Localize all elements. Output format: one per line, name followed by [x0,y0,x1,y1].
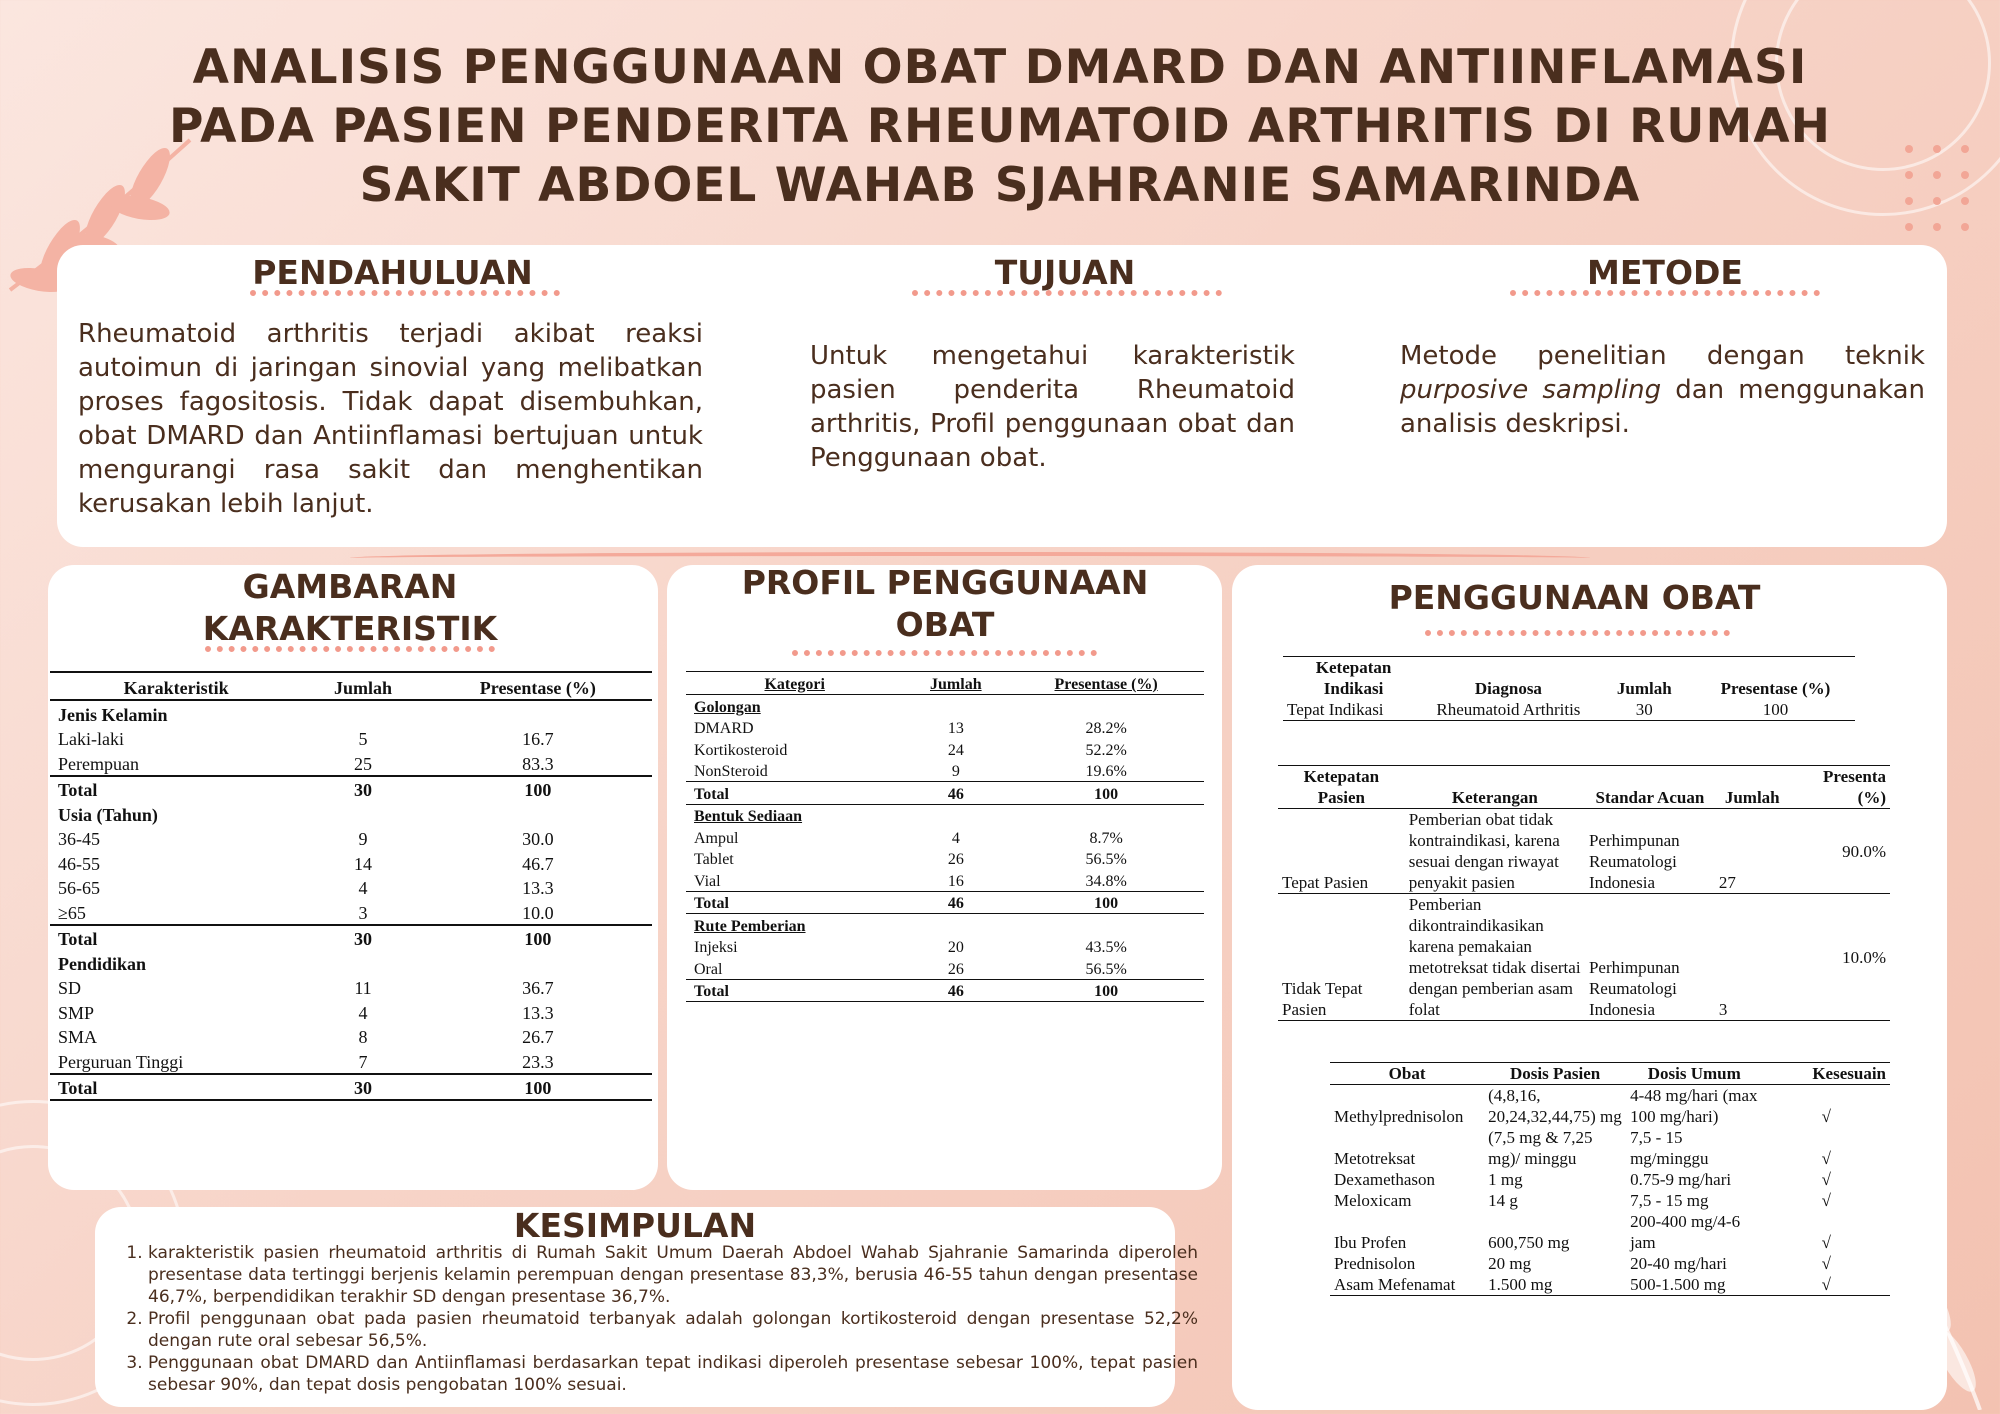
karakteristik-group-label: Pendidikan [58,953,147,974]
karakteristik-cell: 16.7 [522,729,554,749]
indikasi-header-cell: Presentase (%) [1720,679,1831,698]
karakteristik-cell: 13.3 [522,878,554,898]
profil-group-label: Golongan [694,698,761,716]
pasien-cell: Perhimpunan Reumatologi Indonesia [1588,831,1680,892]
table-row [1330,1169,1890,1190]
heading-underline [1510,290,1820,296]
profil-empty-cell [1008,914,1204,936]
indikasi-header-cell: Diagnosa [1474,679,1542,698]
profil-cell: 28.2% [1085,720,1127,737]
indikasi-cell: Tepat Indikasi [1287,700,1384,719]
profil-group-row [686,695,1204,717]
dosis-cell: √ [1821,1170,1831,1189]
karakteristik-cell: 83.3 [522,753,554,774]
karakteristik-group-label: Jenis Kelamin [58,704,168,725]
indikasi-cell: 100 [1762,700,1789,719]
karakteristik-cell: 30.0 [522,829,554,849]
table-row [1330,1190,1890,1211]
karakteristik-cell: 4 [358,878,368,898]
dosis-cell: 0.75-9 mg/hari [1630,1170,1732,1189]
pasien-header-cell: Standar Acuan [1585,766,1715,809]
profil-cell: NonSteroid [694,763,768,780]
karakteristik-group-row [50,801,652,826]
karakteristik-total-cell: 100 [424,1074,652,1101]
table-row [686,717,1204,739]
table-row [686,738,1204,760]
dosis-table [1330,1062,1890,1296]
karakteristik-total-row [50,1074,652,1101]
table-row [50,975,652,1000]
karakteristik-cell: 3 [358,902,368,923]
dosis-header-row [1330,1063,1890,1085]
karakteristik-cell: 46.7 [522,853,554,874]
table-row [50,726,652,751]
karakteristik-cell: 4 [358,1002,368,1023]
pasien-table [1278,765,1890,1021]
profil-total-row [686,782,1204,805]
profil-cell: 34.8% [1085,872,1127,890]
profil-cell: 9 [951,763,960,780]
metode-text-italic: purposive sampling [1400,375,1662,405]
heading-underline [250,290,560,296]
dosis-cell: √ [1821,1149,1831,1168]
dosis-header-cell: Obat [1330,1063,1484,1085]
karakteristik-cell: SMA [58,1027,98,1047]
dosis-cell: 14 g [1488,1191,1518,1210]
profil-group-row [686,804,1204,826]
profil-heading-line1: PROFIL PENGGUNAAN [741,563,1149,602]
karakteristik-total-cell: 30 [302,776,423,802]
profil-cell: 4 [951,829,960,847]
indikasi-header-cell: Ketepatan Indikasi [1315,658,1392,698]
kesimpulan-heading: KESIMPULAN [513,1206,757,1245]
karakteristik-header-row [50,672,652,700]
dosis-cell: √ [1821,1191,1831,1210]
karakteristik-heading-line2: KARAKTERISTIK [202,609,498,648]
kesimpulan-list [112,1242,1198,1396]
profil-total-cell: 46 [903,782,1008,805]
heading-underline [1425,630,1730,636]
pasien-cell: 90.0% [1842,841,1886,861]
table-row [1330,1274,1890,1296]
pasien-header-cell: Keterangan [1405,766,1585,809]
karakteristik-cell: 14 [354,853,372,874]
table-row [50,875,652,900]
karakteristik-group-label: Usia (Tahun) [58,804,158,825]
karakteristik-total-cell: Total [50,1074,302,1101]
karakteristik-cell: 10.0 [522,902,554,923]
karakteristik-cell: Laki-laki [58,729,124,749]
profil-heading [700,562,1190,646]
karakteristik-total-cell: Total [50,776,302,802]
table-row [50,850,652,875]
dosis-header-cell: Dosis Umum [1626,1063,1762,1085]
table-row [686,957,1204,979]
dosis-cell: (7,5 mg & 7,25 mg)/ minggu [1488,1128,1593,1168]
profil-cell: Injeksi [694,939,738,956]
pasien-cell: Pemberian dikontraindikasikan karena pemakaian metotreksat tidak disertai dengan pemberian asam folat [1408,895,1581,1019]
table-row [686,760,1204,782]
karakteristik-header-cell: Presentase (%) [424,672,652,700]
karakteristik-empty-cell [424,950,652,975]
profil-empty-cell [903,695,1008,717]
pasien-cell: Tepat Pasien [1282,873,1369,892]
profil-cell: Tablet [694,851,734,868]
dosis-cell: √ [1821,1254,1831,1273]
pasien-cell: Tidak Tepat Pasien [1282,979,1363,1019]
table-row [686,826,1204,848]
table-row [50,999,652,1024]
karakteristik-heading [160,566,540,650]
dosis-cell: 1 mg [1488,1170,1523,1189]
karakteristik-cell: Perempuan [58,753,139,774]
karakteristik-total-cell: Total [50,925,302,951]
profil-cell: 24 [947,741,964,759]
karakteristik-cell: SD [58,978,82,998]
profil-total-cell: 46 [903,979,1008,1002]
dosis-cell: Meloxicam [1334,1191,1412,1210]
profil-cell: Ampul [694,829,739,847]
karakteristik-cell: 26.7 [522,1027,554,1047]
indikasi-header-cell: Jumlah [1616,679,1672,698]
dosis-cell: √ [1821,1233,1831,1252]
decorative-dots [1905,145,1971,231]
table-row [50,1048,652,1074]
profil-total-cell: Total [686,979,903,1002]
karakteristik-total-cell: 30 [302,925,423,951]
karakteristik-total-cell: 30 [302,1074,423,1101]
profil-header-cell: Jumlah [903,672,1008,695]
profil-cell: 20 [947,939,964,956]
pendahuluan-heading: PENDAHULUAN [252,253,533,292]
pasien-header-cell: Ketepatan Pasien [1278,766,1405,809]
profil-total-cell: Total [686,782,903,805]
profil-cell: DMARD [694,720,754,737]
table-row [1278,809,1890,894]
profil-group-label: Bentuk Sediaan [694,808,803,825]
pasien-cell: 3 [1718,1000,1728,1019]
pasien-header-cell: Presenta (%) [1790,766,1890,809]
profil-total-cell: 100 [1008,891,1204,914]
dosis-cell: 200-400 mg/4-6 jam [1630,1212,1741,1252]
heading-underline [205,646,495,652]
profil-total-cell: 100 [1008,979,1204,1002]
karakteristik-cell: 36-45 [58,829,100,849]
dosis-cell: √ [1821,1275,1831,1294]
profil-cell: Vial [694,872,721,890]
table-row [50,1024,652,1049]
karakteristik-cell: 46-55 [58,853,100,874]
profil-cell: Kortikosteroid [694,741,788,759]
table-row [50,899,652,925]
karakteristik-group-row [50,700,652,726]
table-row [1278,894,1890,1021]
metode-heading: METODE [1587,253,1743,292]
dosis-cell: 7,5 - 15 mg/minggu [1630,1128,1709,1168]
karakteristik-empty-cell [302,801,423,826]
karakteristik-total-cell: 100 [424,776,652,802]
karakteristik-cell: 5 [358,729,368,749]
karakteristik-empty-cell [302,950,423,975]
profil-header-row [686,672,1204,695]
dosis-cell: Metotreksat [1334,1149,1416,1168]
dosis-cell: Ibu Profen [1334,1233,1407,1252]
profil-total-cell: 100 [1008,782,1204,805]
profil-cell: Oral [694,960,723,978]
karakteristik-total-row [50,925,652,951]
dosis-cell: 600,750 mg [1488,1233,1570,1252]
profil-table [686,671,1204,1002]
karakteristik-cell: ≥65 [58,902,86,923]
profil-group-label: Rute Pemberian [694,917,806,935]
pasien-cell: Pemberian obat tidak kontraindikasi, karena sesuai dengan riwayat penyakit pasien [1408,810,1560,892]
dosis-cell: √ [1821,1107,1831,1126]
metode-text-b: dan menggunakan analisis deskripsi. [1400,375,1925,439]
karakteristik-header-cell: Jumlah [302,672,423,700]
karakteristik-cell: 11 [354,978,372,998]
dosis-cell: 4-48 mg/hari (max 100 mg/hari) [1630,1086,1758,1126]
karakteristik-cell: 7 [358,1051,368,1072]
dosis-cell: Methylprednisolon [1334,1107,1464,1126]
table-row [50,826,652,851]
dosis-header-cell: Kesesuain [1763,1063,1890,1085]
profil-empty-cell [1008,804,1204,826]
karakteristik-cell: 13.3 [522,1002,554,1023]
indikasi-table [1283,656,1855,721]
pasien-cell: 27 [1718,873,1736,892]
profil-cell: 56.5% [1085,960,1127,978]
profil-cell: 8.7% [1089,829,1123,847]
profil-header-cell: Presentase (%) [1008,672,1204,695]
dosis-cell: 1.500 mg [1488,1275,1553,1294]
profil-cell: 26 [947,960,964,978]
heading-underline [792,650,1097,656]
pasien-cell: 10.0% [1842,947,1886,967]
dosis-cell: 7,5 - 15 mg [1630,1191,1709,1210]
profil-cell: 52.2% [1085,741,1127,759]
karakteristik-cell: 9 [358,829,368,849]
karakteristik-group-row [50,950,652,975]
table-row [1330,1085,1890,1128]
table-row [686,848,1204,870]
table-row [1283,699,1855,721]
profil-empty-cell [903,914,1008,936]
karakteristik-empty-cell [302,700,423,726]
karakteristik-total-cell: 100 [424,925,652,951]
karakteristik-cell: 23.3 [522,1051,554,1072]
profil-cell: 43.5% [1085,939,1127,956]
profil-cell: 19.6% [1085,763,1127,780]
dosis-cell: 500-1.500 mg [1630,1275,1726,1294]
profil-cell: 16 [947,872,964,890]
table-row [686,936,1204,958]
table-row [1330,1127,1890,1169]
profil-total-cell: 46 [903,891,1008,914]
poster-title: ANALISIS PENGGUNAAN OBAT DMARD DAN ANTIINFLAMASI PADA PASIEN PENDERITA RHEUMATOID ARTHRITIS DI RUMAH SAKIT ABDOEL WAHAB SJAHRANIE SAMARINDA [169,40,1831,213]
profil-cell: 26 [947,851,964,868]
karakteristik-table [50,671,652,1101]
pendahuluan-text: Rheumatoid arthritis terjadi akibat reaksi autoimun di jaringan sinovial yang melibatkan proses fagositosis. Tidak dapat disembuhkan, obat DMARD dan Antiinflamasi bertujuan untuk mengurangi rasa sakit dan menghentikan kerusakan lebih lanjut. [78,319,703,519]
profil-total-row [686,979,1204,1002]
karakteristik-cell: SMP [58,1002,95,1023]
profil-header-cell: Kategori [686,672,903,695]
dosis-cell: Dexamethason [1334,1170,1436,1189]
karakteristik-cell: 36.7 [522,978,554,998]
metode-text [1400,339,1925,441]
profil-empty-cell [1008,695,1204,717]
profil-empty-cell [903,804,1008,826]
profil-cell: 13 [947,720,964,737]
karakteristik-cell: 25 [354,753,372,774]
tujuan-heading: TUJUAN [994,253,1136,292]
table-row [1330,1253,1890,1274]
dosis-cell: (4,8,16, 20,24,32,44,75) mg [1488,1086,1622,1126]
heading-underline [912,290,1222,296]
pasien-header-cell: Jumlah [1715,766,1790,809]
dosis-cell: Asam Mefenamat [1334,1275,1456,1294]
table-row [686,869,1204,891]
metode-text-a: Metode penelitian dengan teknik [1400,341,1925,371]
karakteristik-header-cell: Karakteristik [50,672,302,700]
karakteristik-cell: 56-65 [58,878,100,898]
kesimpulan-item: 3. Penggunaan obat DMARD dan Antiinflamasi berdasarkan tepat indikasi diperoleh presentase sebesar 100%, tepat pasien sebesar 90%, dan tepat dosis pengobatan 100% sesuai. [148,1352,1198,1396]
indikasi-cell: Rheumatoid Arthritis [1436,700,1581,719]
karakteristik-total-row [50,776,652,802]
profil-heading-line2: OBAT [895,605,995,644]
kesimpulan-item: 1. karakteristik pasien rheumatoid arthritis di Rumah Sakit Umum Daerah Abdoel Wahab Sjahranie Samarinda diperoleh presentase data tertinggi berjenis kelamin perempuan dengan presentase 83,3%, berusia 46-55 tahun dengan presentase 46,7%, berpendidikan terakhir SD dengan presentase 36,7%. [148,1242,1198,1308]
profil-total-cell: Total [686,891,903,914]
profil-total-row [686,891,1204,914]
tujuan-text: Untuk mengetahui karakteristik pasien penderita Rheumatoid arthritis, Profil penggunaan obat dan Penggunaan obat. [810,341,1295,473]
karakteristik-empty-cell [424,801,652,826]
penggunaan-heading: PENGGUNAAN OBAT [1388,578,1761,617]
karakteristik-cell: Perguruan Tinggi [58,1051,184,1072]
pasien-header-row [1278,766,1890,809]
indikasi-header-row [1283,657,1855,700]
karakteristik-empty-cell [424,700,652,726]
dosis-header-cell: Dosis Pasien [1484,1063,1626,1085]
table-row [50,750,652,776]
dosis-cell: 20 mg [1488,1254,1532,1273]
indikasi-cell: 30 [1635,700,1653,719]
dosis-cell: Prednisolon [1334,1254,1416,1273]
table-row [1330,1211,1890,1253]
dosis-cell: 20-40 mg/hari [1630,1254,1727,1273]
profil-cell: 56.5% [1085,851,1127,868]
karakteristik-heading-line1: GAMBARAN [242,567,458,606]
pasien-cell: Perhimpunan Reumatologi Indonesia [1588,958,1680,1019]
kesimpulan-item: 2. Profil penggunaan obat pada pasien rheumatoid terbanyak adalah golongan kortikosteroid dengan presentase 52,2% dengan rute oral sebesar 56,5%. [148,1308,1198,1352]
karakteristik-cell: 8 [358,1027,368,1047]
profil-group-row [686,914,1204,936]
